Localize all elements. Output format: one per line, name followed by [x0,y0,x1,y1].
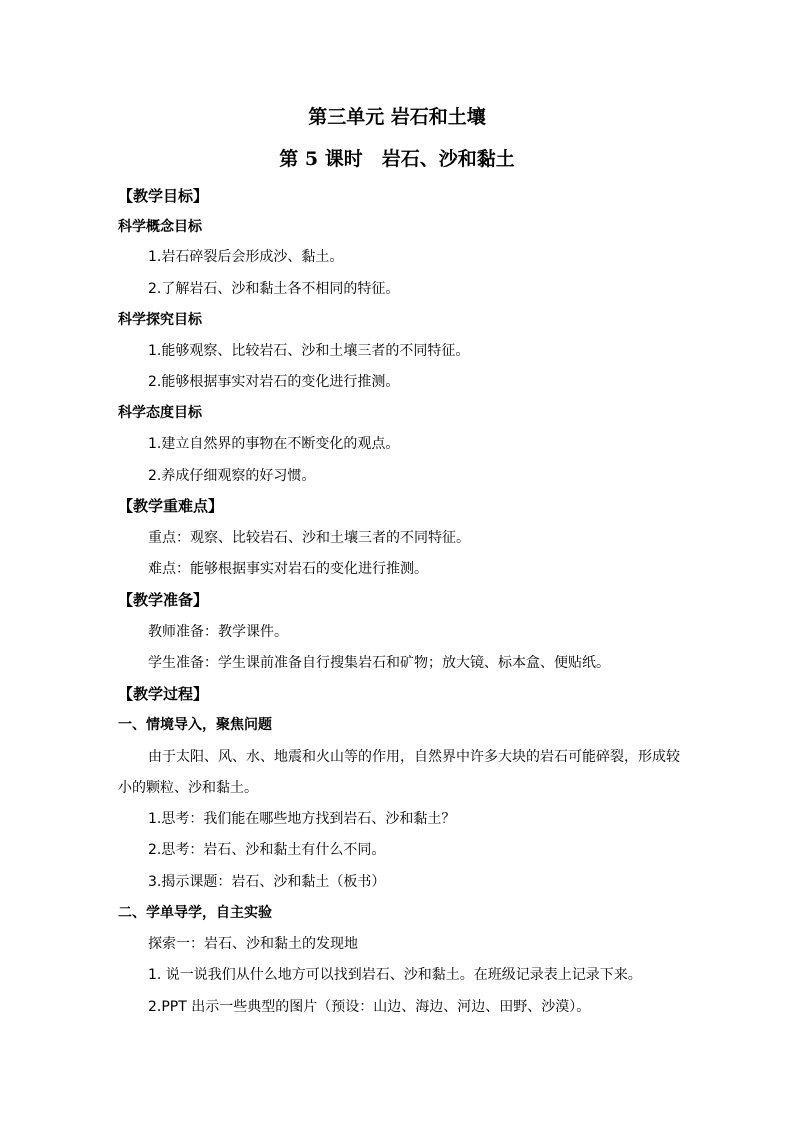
part1-item: 1.思考：我们能在哪些地方找到岩石、沙和黏土？ [148,811,456,827]
part1-item: 2.思考：岩石、沙和黏土有什么不同。 [148,842,386,858]
unit-title: 第三单元 岩石和土壤 [308,106,486,128]
concept-goal-heading: 科学概念目标 [118,219,202,235]
part2-heading: 二、学单导学，自主实验 [118,905,272,921]
inquiry-goal-item: 1.能够观察、比较岩石、沙和土壤三者的不同特征。 [148,343,470,359]
part1-heading: 一、情境导入，聚焦问题 [118,717,272,733]
attitude-goal-heading: 科学态度目标 [118,405,202,421]
student-preparation: 学生准备：学生课前准备自行搜集岩石和矿物；放大镜、标本盒、便贴纸。 [148,655,610,671]
part1-item: 3.揭示课题：岩石、沙和黏土（板书） [148,874,386,890]
inquiry-goal-item: 2.能够根据事实对岩石的变化进行推测。 [148,374,400,390]
explore-one-text: 探索一：岩石、沙和黏土的发现地 [148,936,358,952]
objectives-heading: 【教学目标】 [118,187,209,205]
concept-goal-item: 2.了解岩石、沙和黏土各不相同的特征。 [148,281,400,297]
part1-paragraph-line: 小的颗粒、沙和黏土。 [118,780,258,796]
part2-item: 2.PPT 出示一些典型的图片（预设：山边、海边、河边、田野、沙漠）。 [148,999,591,1015]
key-points-heading: 【教学重难点】 [118,497,224,515]
lesson-title: 第 5 课时 岩石、沙和黏土 [279,148,515,170]
attitude-goal-item: 2.养成仔细观察的好习惯。 [148,468,316,484]
concept-goal-item: 1.岩石碎裂后会形成沙、黏土。 [148,249,344,265]
attitude-goal-item: 1.建立自然界的事物在不断变化的观点。 [148,436,400,452]
process-heading: 【教学过程】 [118,685,209,703]
teacher-preparation: 教师准备：教学课件。 [148,624,288,640]
preparation-heading: 【教学准备】 [118,591,209,609]
difficult-point-text: 难点：能够根据事实对岩石的变化进行推测。 [148,561,428,577]
part1-paragraph-line: 由于太阳、风、水、地震和火山等的作用，自然界中许多大块的岩石可能碎裂，形成较 [148,749,680,765]
key-point-text: 重点：观察、比较岩石、沙和土壤三者的不同特征。 [148,530,470,546]
part2-item: 1. 说一说我们从什么地方可以找到岩石、沙和黏土。在班级记录表上记录下来。 [148,967,642,983]
inquiry-goal-heading: 科学探究目标 [118,312,202,328]
